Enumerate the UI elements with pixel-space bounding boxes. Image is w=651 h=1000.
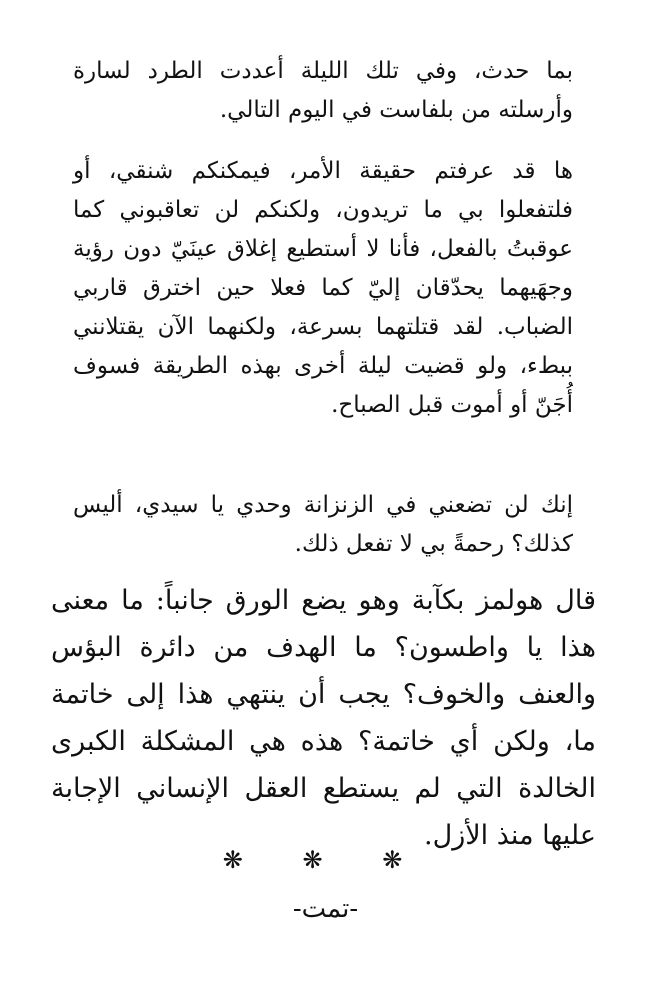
asterism-icon: ❋ xyxy=(222,846,269,874)
narration-paragraph: قال هولمز بكآبة وهو يضع الورق جانباً: ما معنى هذا يا واطسون؟ ما الهدف من دائرة البؤس والعنف والخوف؟ يجب أن ينتهي هذا إلى خاتمة ما، ولكن أي خاتمة؟ هذه هي المشكلة الكبرى الخالدة التي لم يستطع العقل الإنساني الإجابة عليها منذ الأزل. xyxy=(51,585,596,851)
section-break xyxy=(0,846,651,874)
asterism-icon: ❋ xyxy=(302,846,349,874)
letter-paragraph-3: إنك لن تضعني في الزنزانة وحدي يا سيدي، أليس كذلك؟ رحمةً بي لا تفعل ذلك. xyxy=(73,492,573,557)
asterism-icon: ❋ xyxy=(382,846,429,874)
letter-paragraph-1: بما حدث، وفي تلك الليلة أعددت الطرد لسارة وأرسلته من بلفاست في اليوم التالي. xyxy=(73,58,573,123)
letter-paragraph-2: ها قد عرفتم حقيقة الأمر، فيمكنكم شنقي، أو فلتفعلوا بي ما تريدون، ولكنكم لن تعاقبوني كما عوقبتُ بالفعل، فأنا لا أستطيع إغلاق عينَيّ دون رؤية وجهَيهما يحدّقان إليّ كما فعلا حين اخترق قاربي الضباب. لقد قتلتهما بسرعة، ولكنهما الآن يقتلانني ببطء، ولو قضيت ليلة أخرى بهذه الطريقة فسوف أُجَنّ أو أموت قبل الصباح. xyxy=(73,158,573,418)
ending-mark: -تمت- xyxy=(292,894,359,924)
